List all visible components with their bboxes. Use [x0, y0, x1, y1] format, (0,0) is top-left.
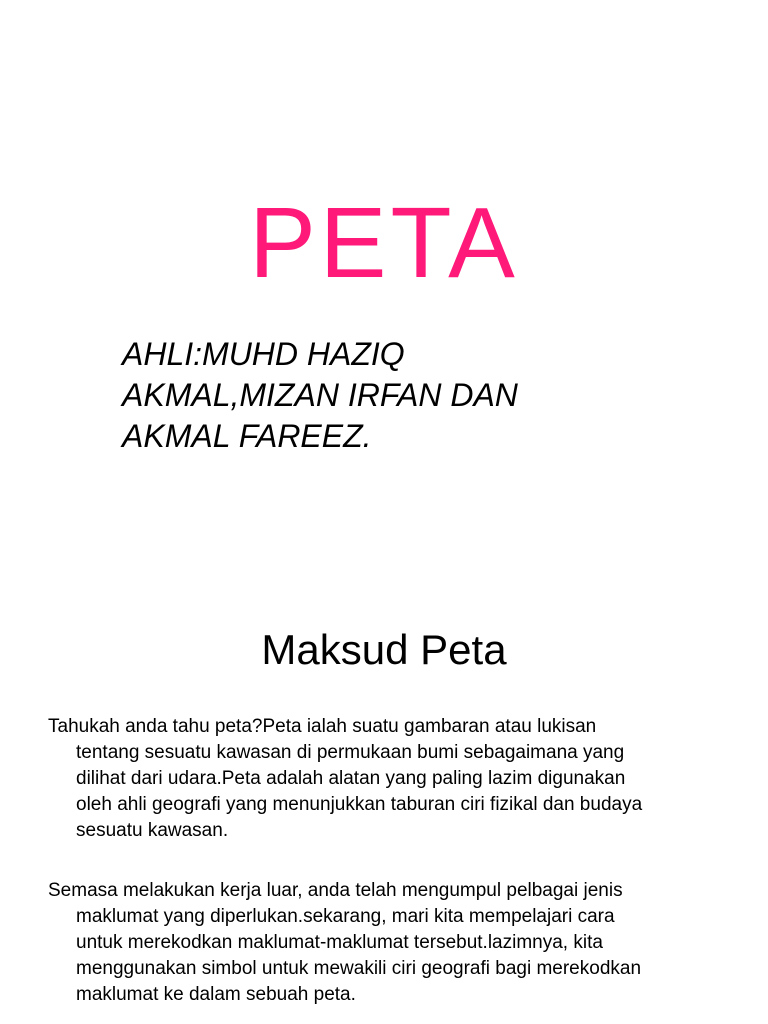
members-line: AKMAL,MIZAN IRFAN DAN: [122, 377, 518, 413]
section-heading: Maksud Peta: [261, 626, 507, 673]
paragraph-line: menggunakan simbol untuk mewakili ciri geografi bagi merekodkan: [76, 958, 642, 979]
paragraph-line: maklumat yang diperlukan.sekarang, mari kita mempelajari cara: [76, 906, 615, 927]
paragraph-line: Semasa melakukan kerja luar, anda telah mengumpul pelbagai jenis: [48, 880, 623, 901]
members-line: AKMAL FAREEZ.: [122, 418, 372, 454]
paragraph-line: dilihat dari udara.Peta adalah alatan yang paling lazim digunakan: [76, 768, 626, 789]
paragraph-line: untuk merekodkan maklumat-maklumat tersebut.lazimnya, kita: [76, 932, 603, 953]
paragraph-line: tentang sesuatu kawasan di permukaan bumi sebagaimana yang: [76, 742, 625, 763]
slide-title: PETA: [249, 187, 519, 299]
paragraph-line: maklumat ke dalam sebuah peta.: [76, 984, 356, 1005]
paragraph-definition: [48, 714, 748, 844]
paragraph-line: sesuatu kawasan.: [76, 820, 229, 841]
paragraph-fieldwork: [48, 878, 748, 1008]
members-line: AHLI:MUHD HAZIQ: [122, 336, 405, 372]
paragraph-line: Tahukah anda tahu peta?Peta ialah suatu gambaran atau lukisan: [48, 716, 597, 737]
paragraph-line: oleh ahli geografi yang menunjukkan taburan ciri fizikal dan budaya: [76, 794, 643, 815]
group-members: [122, 334, 722, 457]
